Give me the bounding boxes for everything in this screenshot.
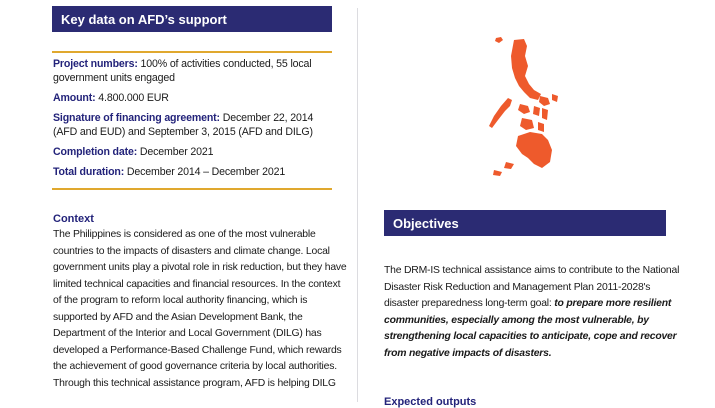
key-data-header	[52, 6, 332, 32]
column-divider	[357, 8, 358, 402]
key-item-completion-date	[53, 145, 335, 159]
objectives-title: Objectives	[393, 215, 459, 231]
key-item-label: Amount:	[53, 92, 96, 104]
philippines-map-icon	[484, 36, 594, 178]
key-item-value: December 2014 – December 2021	[126, 166, 286, 178]
key-item-signature	[53, 111, 335, 139]
philippines-map-graphic	[484, 36, 594, 178]
key-item-value: December 2021	[139, 146, 214, 158]
objectives-intro: The DRM-IS technical assistance aims to contribute to the National Disaster Risk Reduction and Management Plan 2011-2028's disaster preparedness long-term goal:	[384, 265, 680, 309]
key-data-title: Key data on AFD’s support	[61, 11, 227, 27]
objectives-goal: to prepare more resilient communities, especially among the most vulnerable, by strengthening local capacities to anticipate, cope and recover from negative impacts of disasters.	[384, 298, 677, 359]
key-item-label: Completion date:	[53, 146, 138, 158]
context-heading: Context	[53, 213, 94, 225]
expected-outputs-heading: Expected outputs	[384, 396, 477, 408]
objectives-header	[384, 210, 666, 236]
context-body: The Philippines is considered as one of the most vulnerable countries to the impacts of disasters and climate change. Local government units play a pivotal role in risk reduction, but they have limited technical capacities and financial resources. In the context of the program to reform local authority financing, which is supported by AFD and the Asian Development Bank, the Department of the Interior and Local Government (DILG) has developed a Performance-Based Challenge Fund, which rewards the achievement of good governance criteria by local authorities. Through this technical assistance program, AFD is helping DILG	[53, 229, 347, 389]
key-item-total-duration	[53, 165, 335, 179]
key-item-value: December 22, 2014 (AFD and EUD) and September 3, 2015 (AFD and DILG)	[53, 112, 314, 138]
key-item-project-numbers	[53, 57, 335, 85]
gold-divider-bottom	[52, 188, 332, 190]
key-item-value: 100% of activities conducted, 55 local government units engaged	[53, 58, 312, 84]
key-item-label: Signature of financing agreement:	[53, 112, 220, 124]
gold-divider-top	[52, 51, 332, 53]
key-item-value: 4.800.000 EUR	[98, 92, 169, 104]
right-column	[384, 0, 684, 408]
key-data-list	[53, 57, 335, 185]
key-item-label: Project numbers:	[53, 58, 138, 70]
key-item-amount	[53, 91, 335, 105]
objectives-body	[384, 263, 682, 362]
key-item-label: Total duration:	[53, 166, 125, 178]
